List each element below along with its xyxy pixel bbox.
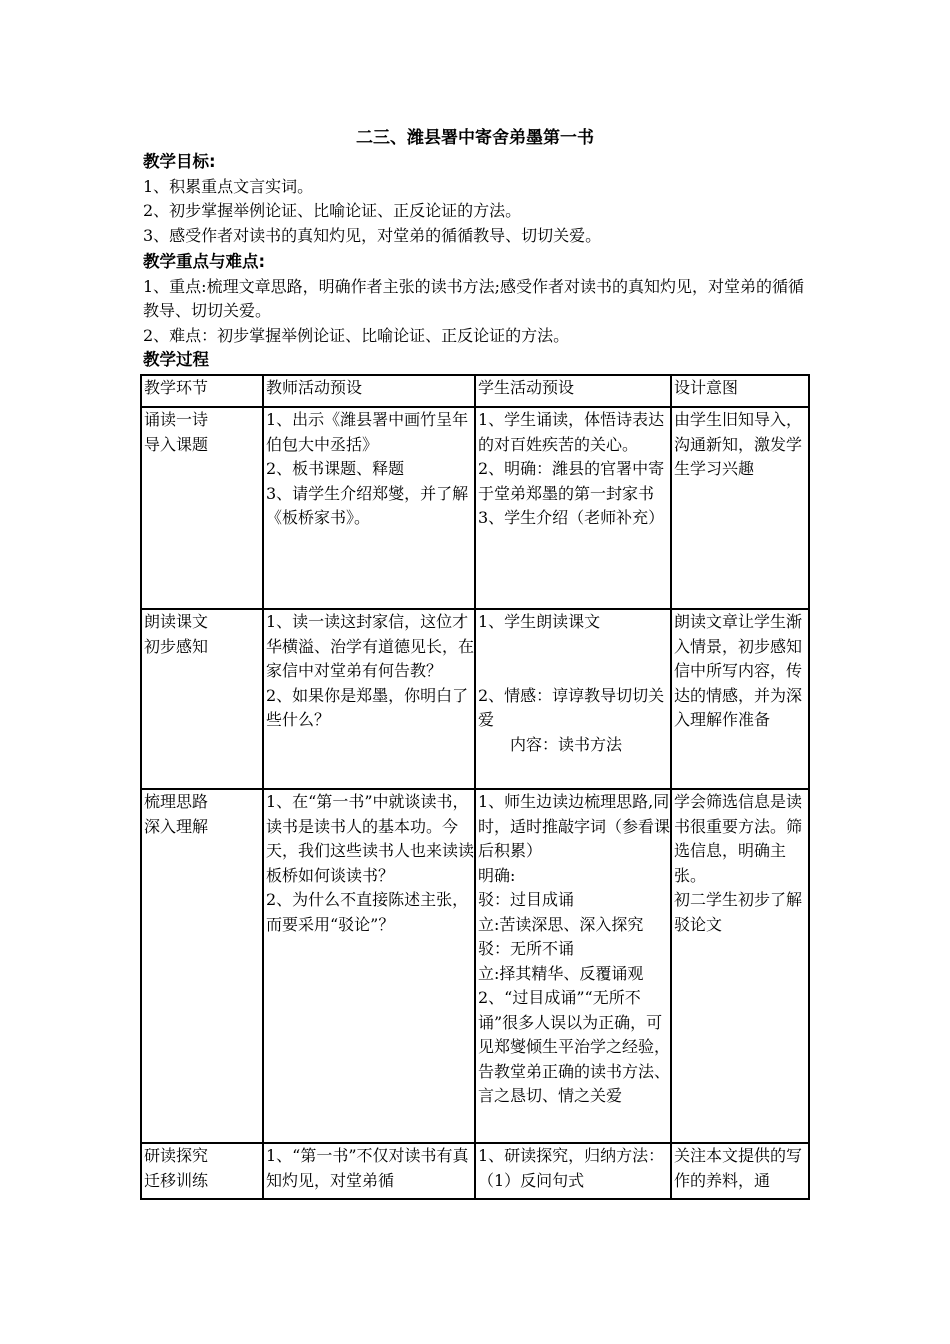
student-line: 1、学生朗读课文	[478, 612, 601, 631]
teacher-line: 2、如果你是郑墨，你明白了些什么？	[266, 685, 469, 729]
student-cell	[476, 610, 672, 788]
student-line	[478, 635, 670, 660]
intent-cell	[672, 408, 808, 608]
teacher-cell	[264, 408, 476, 608]
table-row	[142, 610, 808, 790]
student-cell	[476, 408, 672, 608]
student-line: 2、“过目成诵”“无所不诵”很多人误以为正确，可见郑燮倾生平治学之经验，告教堂弟正确的读书方法、言之恳切、情之关爱	[478, 988, 671, 1105]
objectives-section	[143, 150, 813, 248]
student-line: 内容：读书方法	[478, 734, 623, 754]
teacher-cell	[264, 1144, 476, 1200]
stage-cell	[142, 610, 264, 788]
key-points-heading: 教学重点与难点:	[143, 252, 266, 271]
stage-cell	[142, 790, 264, 1142]
stage-line: 初步感知	[144, 636, 209, 656]
stage-line: 导入课题	[144, 434, 209, 454]
stage-line: 研读探究	[144, 1146, 209, 1165]
student-line: 2、情感：谆谆教导切切关爱	[478, 685, 665, 729]
student-line	[478, 659, 670, 684]
stage-line: 梳理思路	[144, 792, 209, 811]
stage-line: 深入理解	[144, 816, 209, 836]
student-line: 1、学生诵读，体悟诗表达的对百姓疾苦的关心。	[478, 410, 665, 454]
header-teacher: 教师活动预设	[264, 376, 476, 406]
objective-item: 2、初步掌握举例论证、比喻论证、正反论证的方法。	[143, 201, 522, 220]
stage-line: 朗读课文	[144, 612, 209, 631]
key-point-item: 1、重点:梳理文章思路，明确作者主张的读书方法;感受作者对读书的真知灼见，对堂弟的循循教导、切切关爱。	[143, 276, 804, 320]
teacher-line: 1、在“第一书”中就谈读书，读书是读书人的基本功。今天，我们这些读书人也来读读板桥如何谈读书？	[266, 792, 475, 885]
intent-line: 由学生旧知导入，沟通新知，激发学生学习兴趣	[674, 410, 803, 478]
teacher-cell	[264, 790, 476, 1142]
student-line: 1、师生边读边梳理思路,同时，适时推敲字词（参看课后积累）	[478, 792, 671, 860]
student-line: 明确:	[478, 865, 516, 885]
key-point-item: 2、难点：初步掌握举例论证、比喻论证、正反论证的方法。	[143, 325, 570, 345]
teacher-line: 1、“第一书”不仅对读书有真知灼见，对堂弟循	[266, 1146, 469, 1190]
process-section	[143, 348, 813, 373]
stage-cell	[142, 1144, 264, 1200]
intent-cell	[672, 790, 808, 1142]
teacher-line: 1、读一读这封家信，这位才华横溢、治学有道德见长，在家信中对堂弟有何告教？	[266, 612, 475, 680]
stage-cell	[142, 408, 264, 608]
intent-line: 朗读文章让学生渐入情景，初步感知信中所写内容，传达的情感，并为深入理解作准备	[674, 612, 803, 729]
intent-line: 学会筛选信息是读书很重要方法。筛选信息，明确主张。	[674, 792, 803, 885]
teacher-cell	[264, 610, 476, 788]
objective-item: 3、感受作者对读书的真知灼见，对堂弟的循循教导、切切关爱。	[143, 225, 602, 245]
intent-cell	[672, 610, 808, 788]
table-row	[142, 790, 808, 1144]
table-header-row	[142, 376, 808, 408]
teacher-line: 3、请学生介绍郑燮，并了解《板桥家书》。	[266, 483, 469, 527]
student-cell	[476, 1144, 672, 1200]
header-stage: 教学环节	[142, 376, 264, 406]
stage-line: 诵读一诗	[144, 410, 209, 429]
intent-line: 初二学生初步了解驳论文	[674, 890, 803, 934]
teacher-line: 2、为什么不直接陈述主张，而要采用“驳论”？	[266, 890, 469, 934]
teacher-line: 2、板书课题、释题	[266, 459, 405, 478]
table-row	[142, 1144, 808, 1200]
intent-line: 关注本文提供的写作的养料，通	[674, 1146, 803, 1190]
student-cell	[476, 790, 672, 1142]
student-line: 2、明确：潍县的官署中寄于堂弟郑墨的第一封家书	[478, 459, 665, 503]
student-line: 立:择其精华、反覆诵观	[478, 963, 644, 983]
student-line: 驳：无所不诵	[478, 939, 575, 958]
objectives-heading: 教学目标:	[143, 152, 216, 171]
document-title: 二三、潍县署中寄舍弟墨第一书	[356, 128, 594, 148]
teacher-line: 1、出示《潍县署中画竹呈年伯包大中丞括》	[266, 410, 469, 454]
table-row	[142, 408, 808, 610]
student-line: 立:苦读深思、深入探究	[478, 914, 644, 934]
student-line: 1、研读探究，归纳方法：（1）反问句式	[478, 1146, 665, 1190]
intent-cell	[672, 1144, 808, 1200]
student-line: 3、学生介绍（老师补充）	[478, 508, 665, 527]
process-table	[140, 374, 810, 1200]
stage-line: 迁移训练	[144, 1170, 209, 1190]
objective-item: 1、积累重点文言实词。	[143, 176, 314, 196]
process-heading: 教学过程	[143, 350, 209, 369]
header-student: 学生活动预设	[476, 376, 672, 406]
header-intent: 设计意图	[674, 378, 739, 397]
student-line: 驳：过目成诵	[478, 890, 575, 909]
key-points-section	[143, 250, 813, 348]
